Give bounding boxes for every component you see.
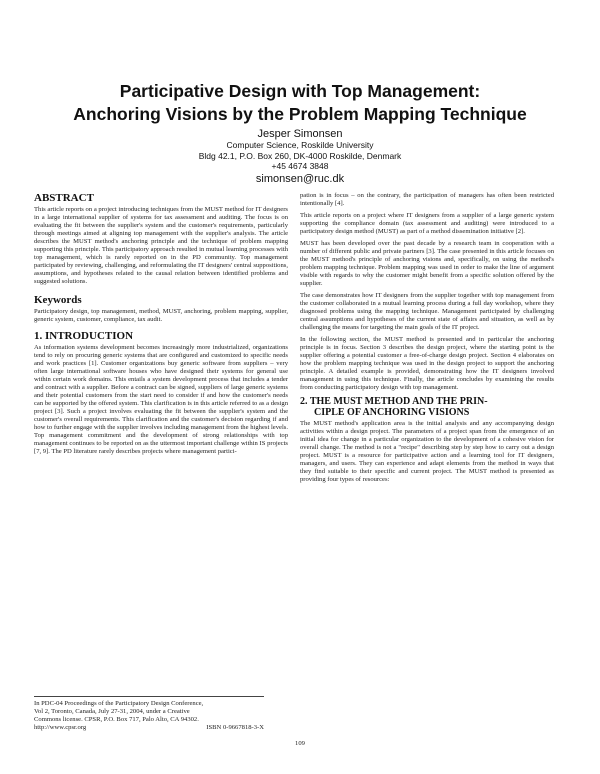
- copyright-footnote: [34, 696, 264, 732]
- author-dept: Computer Science, Roskilde University: [226, 140, 374, 150]
- abstract-text: This article reports on a project introducing techniques from the MUST method for IT designers in a large international supplier of systems for tax assessment and auditing. The focus is on evaluating the fit between the supplier's system and the customer's requirements, particularly through meetings aimed at aligning top management with the supplier's analysis. The article describes the MUST method's anchoring principle and the technique of problem mapping supporting this principle. This participatory approach resulted in mutual learning processes with top management, which is rarely reported on in the PD community. Top management participated by reviewing, challenging, and reformulating the IT designers' central suppositions, assumptions, and hypotheses related to the causal relation between identified problems and suggested solutions.: [34, 206, 288, 285]
- section-2-text: The MUST method's application area is the initial analysis and any accompanying design activities within a design project. The parameters of a project span from the emergence of an initial idea for change in a particular organization to the development of a cohesive vision for overall change. The method is not a "recipe" describing step by step how to carry out a design project. MUST is a resource for participative action and a learning tool for IT designers, managers, and users. They can experience and adapt elements from the method in ways that they find suitable to their specific and current project. The MUST method is presented as providing four types of resources:: [300, 420, 554, 483]
- abstract-heading: ABSTRACT: [34, 192, 94, 204]
- section-2-heading-line-1: 2. THE MUST METHOD AND THE PRIN-: [300, 396, 488, 407]
- title-line-1: Participative Design with Top Management:: [119, 81, 481, 101]
- section-2-heading-line-2: CIPLE OF ANCHORING VISIONS: [314, 407, 470, 418]
- page-number: 109: [295, 740, 305, 747]
- footnote-line-2: Vol 2, Toronto, Canada, July 27-31, 2004, under a Creative: [34, 708, 190, 715]
- footnote-isbn: ISBN 0-9667818-3-X: [206, 724, 264, 731]
- title-line-2: Anchoring Visions by the Problem Mapping Technique: [73, 104, 527, 124]
- introduction-text: As information systems development becomes increasingly more industrialized, organizations tend to rely on procuring generic systems that are configured and customized to specific needs and work practices [1]. Customer organizations buy generic software from suppliers – very often large international software houses who have designed their systems for general use within certain work domains. This entails a system development process that includes a tender and contract with a supplier. Before a contract can be signed, suppliers of large generic systems and their potential customers from the start need to consider if and how the customer's needs can be supported by the offered system. This clarification is in this article referred to as a design project [3]. Such a project involves evaluating the fit between the supplier's system and the customer's overall requirements. This clarification and the customer's decision regarding if and how to further engage with the supplier involves including management from the highest levels. Top management commitment and the development of strong relationships with top management continues to be reported on as the uttermost important challenge within IS projects [7, 9]. The PD literature rarely describes projects where management partici-: [34, 344, 288, 455]
- author-address: Bldg 42.1, P.O. Box 260, DK-4000 Roskilde, Denmark: [198, 150, 402, 161]
- left-column: [34, 192, 288, 460]
- keywords-text: Participatory design, top management, method, MUST, anchoring, problem mapping, supplier, generic system, customer, compliance, tax audit.: [34, 308, 288, 323]
- footnote-url[interactable]: http://www.cpsr.org: [34, 724, 87, 731]
- author-block: [140, 128, 460, 186]
- introduction-heading: 1. INTRODUCTION: [34, 330, 134, 342]
- intro-continued-p2: This article reports on a project where IT designers from a supplier of a large generic system supporting the compliance domain (tax assessment and auditing) were introduced to a participatory design method (MUST) as part of a method dissemination initiative [2].: [300, 212, 554, 235]
- keywords-heading: Keywords: [34, 294, 82, 306]
- intro-continued-p3: MUST has been developed over the past decade by a research team in cooperation with a number of different public and private partners [3]. The case presented in this article focuses on the MUST method's principle of anchoring visions and, specifically, on using the method's problem mapping technique. Problem mapping was used in order to make the line of argument visible with regards to why the customer might benefit from a specific solution offered by the supplier.: [300, 240, 554, 287]
- section-2-heading: [300, 396, 554, 418]
- author-email: simonsen@ruc.dk: [255, 172, 345, 185]
- footnote-line-1: In PDC-04 Proceedings of the Participatory Design Conference,: [34, 700, 204, 707]
- footnote-line-3: Commons license. CPSR, P.O. Box 717, Palo Alto, CA 94302.: [34, 716, 199, 723]
- intro-continued-p1: pation is in focus – on the contrary, the participation of managers has often been restricted intentionally [4].: [300, 192, 554, 207]
- paper-title: [40, 80, 560, 126]
- right-column: [300, 192, 554, 488]
- intro-continued-p5: In the following section, the MUST method is presented and in particular the anchoring principle is in focus. Section 3 describes the design project, where the starting point is the supplier offering a potential customer a free-of-charge design project. Section 4 elaborates on how the problem mapping technique was used in the design project to support the anchoring principle. A detailed example is provided, demonstrating how the IT designers involved management in using this technique. Finally, the article concludes by examining the results from conducting participatory design with top management.: [300, 336, 554, 391]
- author-name: Jesper Simonsen: [257, 128, 343, 140]
- intro-continued-p4: The case demonstrates how IT designers from the supplier together with top management from the customer collaborated in a mutual learning process during a full day workshop, where they diagnosed problems using the mapping technique. Management participated by challenging central assumptions and hypotheses of the current state of affairs and situation, as well as by challenging the means for targeting the main goals of the IT project.: [300, 292, 554, 331]
- author-phone: +45 4674 3848: [271, 161, 329, 171]
